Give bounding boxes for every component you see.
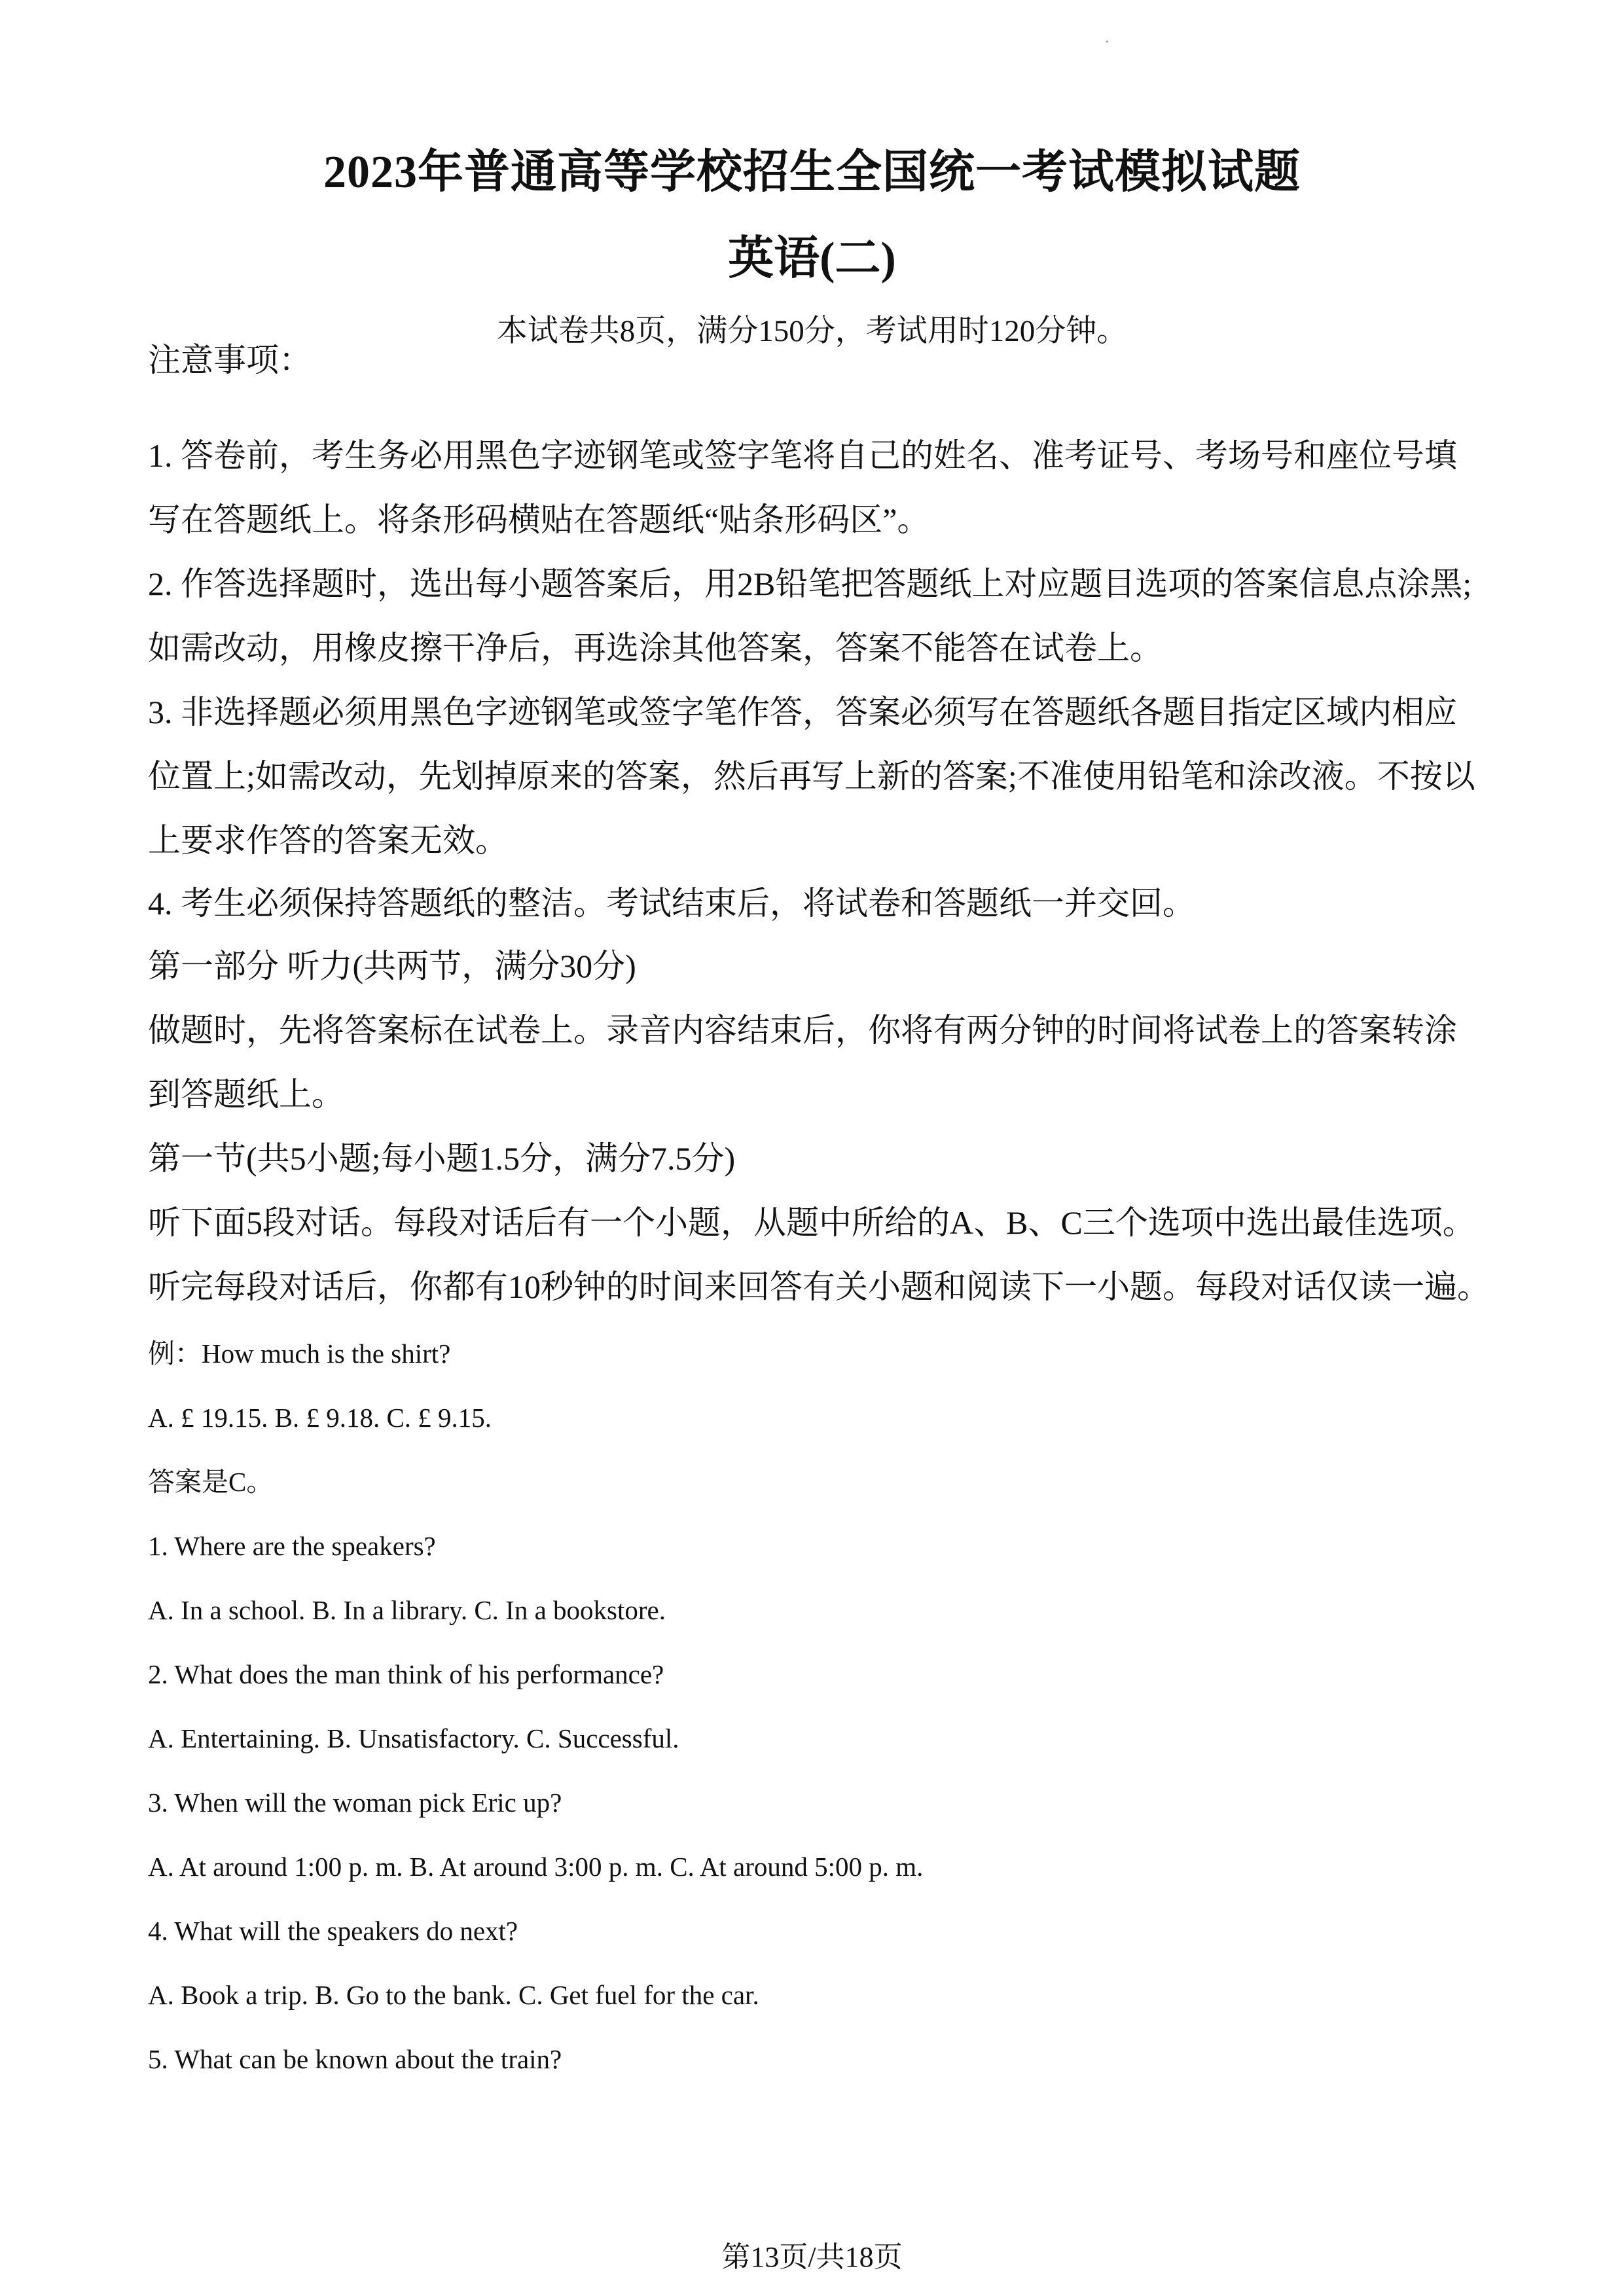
notice-heading: 注意事项： <box>148 342 312 378</box>
question-3: 3. When will the woman pick Eric up? <box>148 1787 562 1818</box>
question-2: 2. What does the man think of his performance? <box>148 1659 664 1689</box>
section1-heading: 第一节(共5小题;每小题1.5分，满分7.5分) <box>148 1140 736 1177</box>
notice-line: 3. 非选择题必须用黑色字迹钢笔或签字笔作答，答案必须写在答题纸各题目指定区域内相应 <box>148 694 1457 730</box>
example-options: A. £ 19.15. B. £ 9.18. C. £ 9.15. <box>148 1403 492 1433</box>
question-5: 5. What can be known about the train? <box>148 2044 562 2074</box>
exam-subject: 英语(二) <box>728 234 896 284</box>
exam-info: 本试卷共8页，满分150分，考试用时120分钟。 <box>496 314 1128 348</box>
part1-instruction: 做题时，先将答案标在试卷上。录音内容结束后，你将有两分钟的时间将试卷上的答案转涂 <box>148 1012 1457 1049</box>
question-2-options: A. Entertaining. B. Unsatisfactory. C. Successful. <box>148 1723 679 1753</box>
notice-line: 1. 答卷前，考生务必用黑色字迹钢笔或签字笔将自己的姓名、准考证号、考场号和座位号填 <box>148 437 1457 474</box>
exam-title: 2023年普通高等学校招生全国统一考试模拟试题 <box>323 147 1301 198</box>
question-4: 4. What will the speakers do next? <box>148 1916 518 1946</box>
notice-line: 2. 作答选择题时，选出每小题答案后，用2B铅笔把答题纸上对应题目选项的答案信息点涂黑; <box>148 565 1472 602</box>
question-1-options: A. In a school. B. In a library. C. In a bookstore. <box>148 1595 666 1625</box>
part1-instruction: 到答题纸上。 <box>148 1076 344 1113</box>
question-1: 1. Where are the speakers? <box>148 1531 436 1561</box>
page-number: 第13页/共18页 <box>721 2241 903 2273</box>
section1-instruction: 听下面5段对话。每段对话后有一个小题，从题中所给的A、B、C三个选项中选出最佳选项。 <box>148 1204 1475 1241</box>
question-3-options: A. At around 1:00 p. m. B. At around 3:00 p. m. C. At around 5:00 p. m. <box>148 1852 924 1882</box>
section1-instruction: 听完每段对话后，你都有10秒钟的时间来回答有关小题和阅读下一小题。每段对话仅读一遍。 <box>148 1268 1490 1305</box>
part1-heading: 第一部分 听力(共两节，满分30分) <box>148 948 636 984</box>
notice-line: 如需改动，用橡皮擦干净后，再选涂其他答案，答案不能答在试卷上。 <box>148 630 1163 666</box>
example-question: 例：How much is the shirt? <box>148 1338 451 1369</box>
notice-line: 4. 考生必须保持答题纸的整洁。考试结束后，将试卷和答题纸一并交回。 <box>148 885 1195 922</box>
notice-line: 位置上;如需改动，先划掉原来的答案，然后再写上新的答案;不准使用铅笔和涂改液。不按以 <box>148 758 1475 795</box>
example-answer: 答案是C。 <box>148 1467 274 1497</box>
scan-dot <box>1106 41 1108 43</box>
question-4-options: A. Book a trip. B. Go to the bank. C. Get fuel for the car. <box>148 1980 759 2010</box>
notice-line: 写在答题纸上。将条形码横贴在答题纸“贴条形码区”。 <box>148 501 930 538</box>
notice-line: 上要求作答的答案无效。 <box>148 822 508 859</box>
